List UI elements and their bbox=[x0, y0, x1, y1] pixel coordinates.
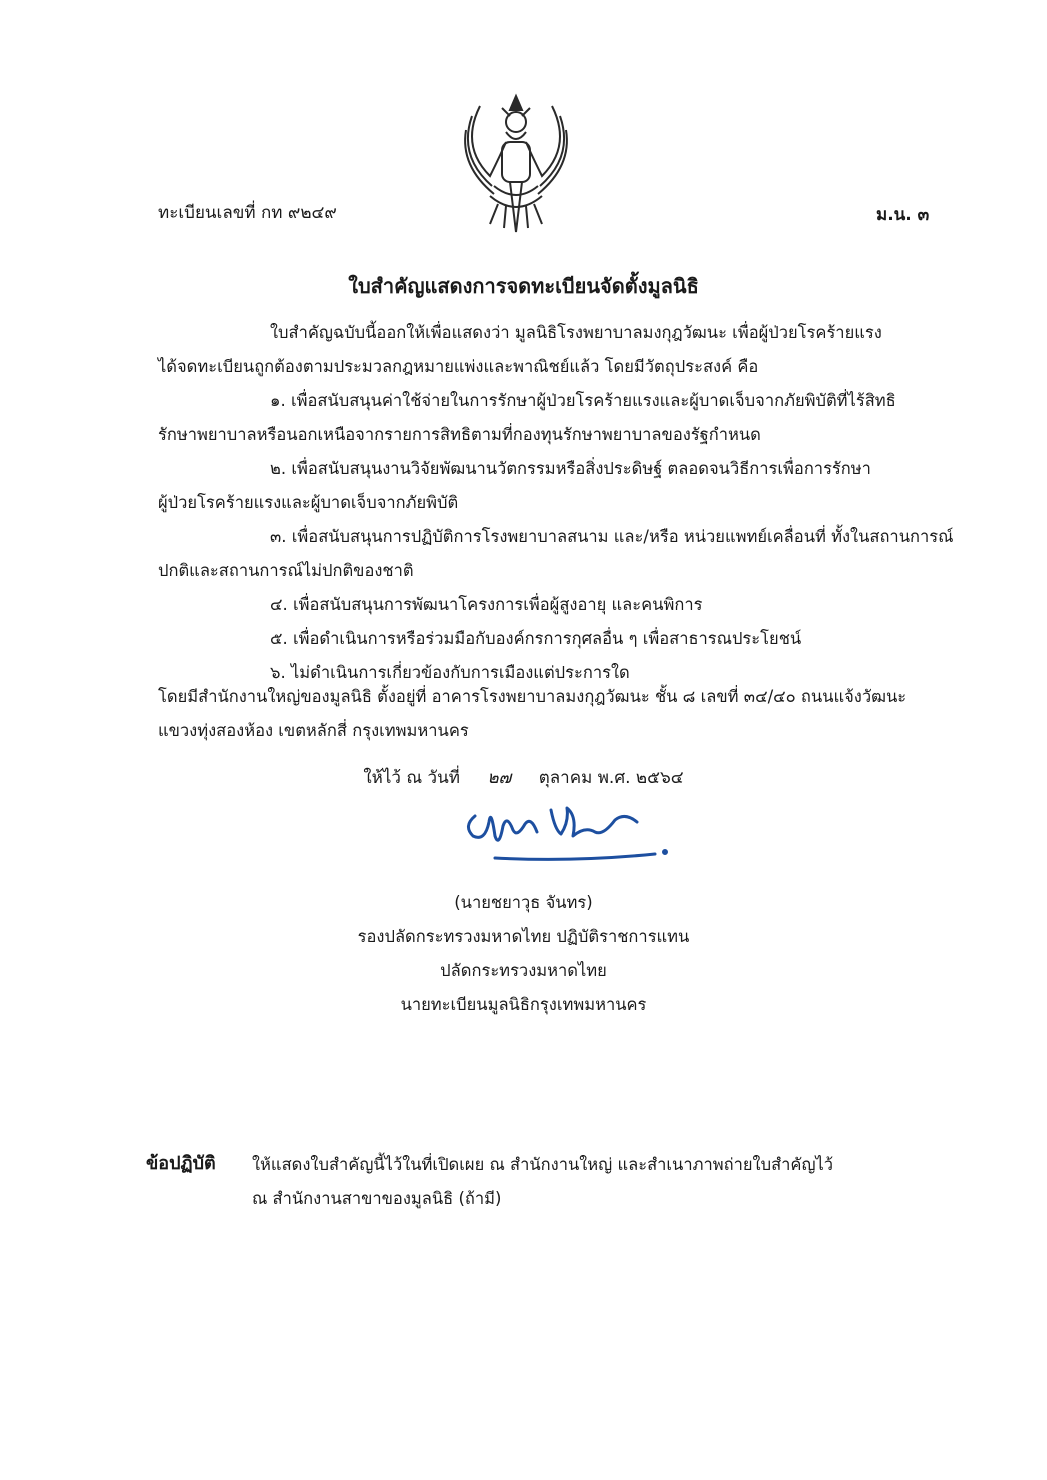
objective-1-cont: รักษาพยาบาลหรือนอกเหนือจากรายการสิทธิตามที่กองทุนรักษาพยาบาลของรัฐกำหนด bbox=[158, 425, 761, 444]
date-prefix: ให้ไว้ ณ วันที่ bbox=[363, 768, 460, 788]
intro-line-2: ได้จดทะเบียนถูกต้องตามประมวลกฎหมายแพ่งและพาณิชย์แล้ว โดยมีวัตถุประสงค์ คือ bbox=[158, 357, 759, 376]
intro-paragraph bbox=[158, 316, 958, 384]
signatory-position-1: รองปลัดกระทรวงมหาดไทย ปฏิบัติราชการแทน bbox=[357, 927, 690, 946]
garuda-emblem bbox=[450, 86, 582, 236]
objective-6: ๖. ไม่ดำเนินการเกี่ยวข้องกับการเมืองแต่ประการใด bbox=[270, 663, 630, 682]
date-rest: ตุลาคม พ.ศ. ๒๕๖๔ bbox=[538, 768, 684, 788]
objective-1: ๑. เพื่อสนับสนุนค่าใช้จ่ายในการรักษาผู้ป่วยโรคร้ายแรงและผู้บาดเจ็บจากภัยพิบัติที่ไร้สิทธิ bbox=[270, 391, 896, 410]
document-title: ใบสำคัญแสดงการจดทะเบียนจัดตั้งมูลนิธิ bbox=[348, 274, 699, 298]
office-line-1: โดยมีสำนักงานใหญ่ของมูลนิธิ ตั้งอยู่ที่ อาคารโรงพยาบาลมงกุฎวัฒนะ ชั้น ๘ เลขที่ ๓๔/๔๐ ถนนแจ้งวัฒนะ bbox=[158, 687, 907, 706]
note-text bbox=[252, 1148, 952, 1216]
office-line-2: แขวงทุ่งสองห้อง เขตหลักสี่ กรุงเทพมหานคร bbox=[158, 721, 469, 740]
objective-3-cont: ปกติและสถานการณ์ไม่ปกติของชาติ bbox=[158, 561, 414, 580]
registration-number: ทะเบียนเลขที่ กท ๙๒๔๙ bbox=[158, 203, 337, 223]
objectives-list bbox=[158, 384, 958, 690]
signatory-name: (นายชยาวุธ จันทร) bbox=[454, 893, 593, 912]
signatory-position-2: ปลัดกระทรวงมหาดไทย bbox=[440, 961, 607, 980]
intro-line-1: ใบสำคัญฉบับนี้ออกให้เพื่อแสดงว่า มูลนิธิโรงพยาบาลมงกุฎวัฒนะ เพื่อผู้ป่วยโรคร้ายแรง bbox=[270, 323, 882, 342]
signatory-position-3: นายทะเบียนมูลนิธิกรุงเทพมหานคร bbox=[400, 995, 647, 1014]
objective-3: ๓. เพื่อสนับสนุนการปฏิบัติการโรงพยาบาลสนาม และ/หรือ หน่วยแพทย์เคลื่อนที่ ทั้งในสถานการณ์ bbox=[270, 527, 954, 546]
objective-2: ๒. เพื่อสนับสนุนงานวิจัยพัฒนานวัตกรรมหรือสิ่งประดิษฐ์ ตลอดจนวิธีการเพื่อการรักษา bbox=[270, 459, 871, 478]
signature bbox=[455, 786, 685, 876]
note-line-1: ให้แสดงใบสำคัญนี้ไว้ในที่เปิดเผย ณ สำนักงานใหญ่ และสำเนาภาพถ่ายใบสำคัญไว้ bbox=[252, 1155, 834, 1174]
note-line-2: ณ สำนักงานสาขาของมูลนิธิ (ถ้ามี) bbox=[252, 1189, 502, 1208]
form-code: ม.น. ๓ bbox=[876, 205, 930, 225]
objective-2-cont: ผู้ป่วยโรคร้ายแรงและผู้บาดเจ็บจากภัยพิบัติ bbox=[158, 493, 459, 512]
objective-4: ๔. เพื่อสนับสนุนการพัฒนาโครงการเพื่อผู้สูงอายุ และคนพิการ bbox=[270, 595, 703, 614]
note-label: ข้อปฏิบัติ bbox=[146, 1153, 216, 1174]
objective-5: ๕. เพื่อดำเนินการหรือร่วมมือกับองค์กรการกุศลอื่น ๆ เพื่อสาธารณประโยชน์ bbox=[270, 629, 802, 648]
office-paragraph bbox=[158, 680, 958, 748]
date-day: ๒๗ bbox=[487, 768, 512, 788]
